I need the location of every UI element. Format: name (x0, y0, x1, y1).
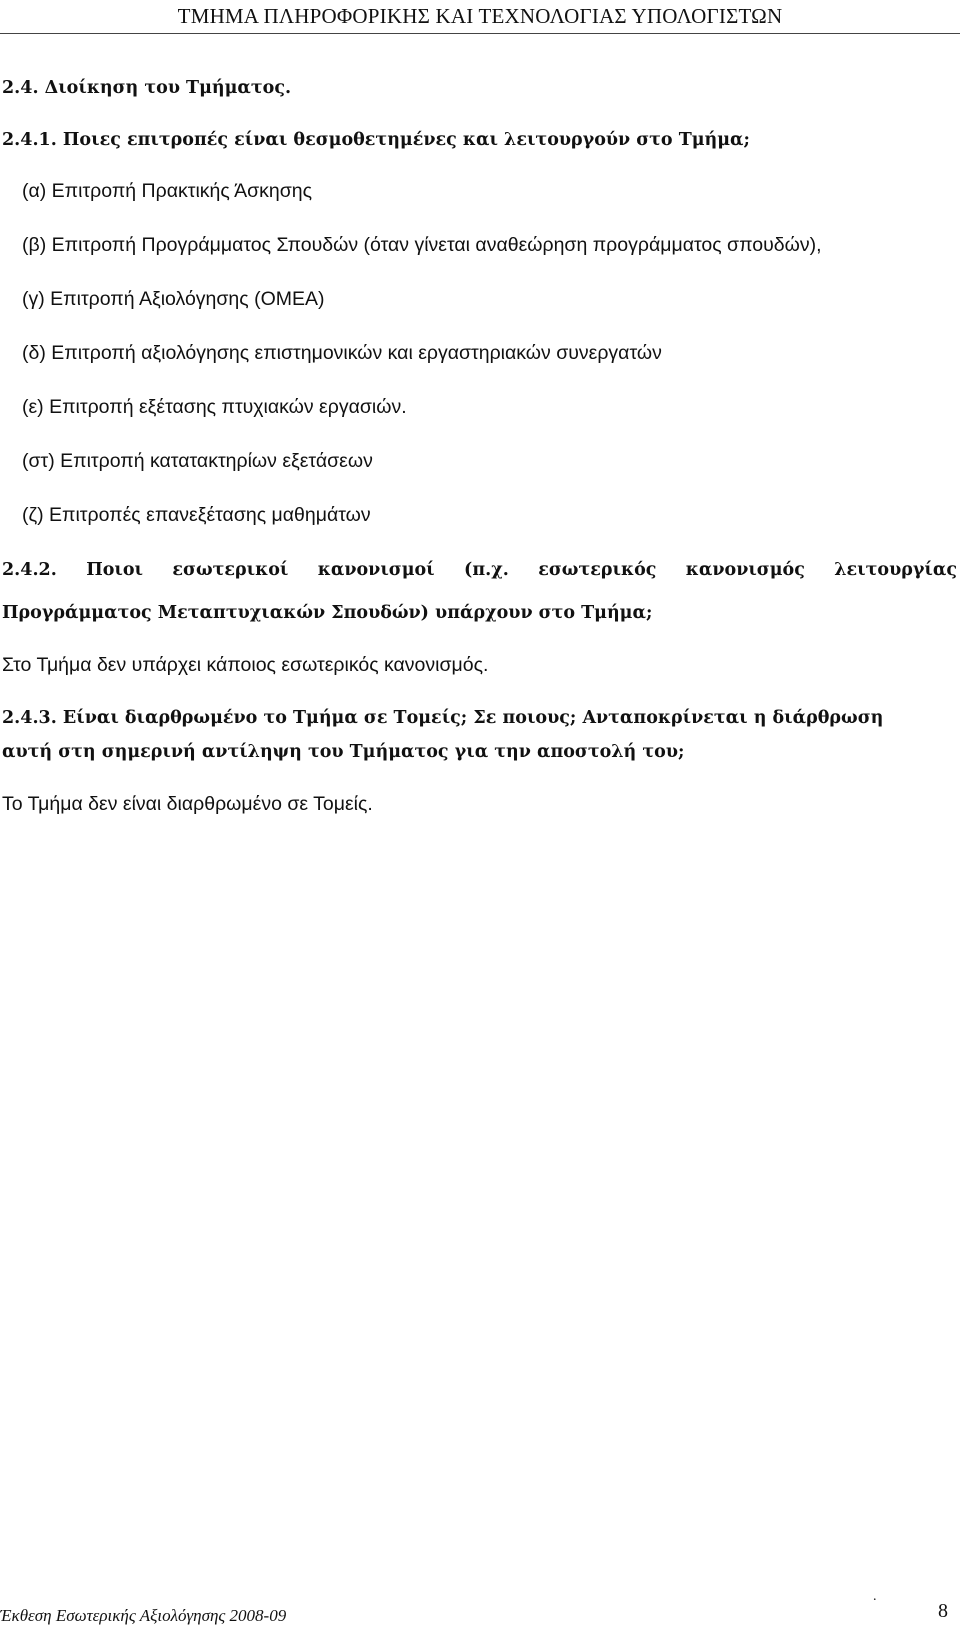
question-word: (π.χ. (464, 560, 509, 580)
committee-item-c: (γ) Επιτροπή Αξιολόγησης (ΟΜΕΑ) (22, 288, 325, 310)
question-2-4-2-line-1 (2, 560, 957, 580)
question-word: 2.4.2. (2, 560, 57, 580)
question-2-4-3-line-2: αυτή στη σημερινή αντίληψη του Τμήματος για την αποστολή του; (2, 742, 685, 762)
question-2-4-1: 2.4.1. Ποιες επιτροπές είναι θεσμοθετημένες και λειτουργούν στο Τμήμα; (2, 130, 750, 150)
footer-report-title: Έκθεση Εσωτερικής Αξιολόγησης 2008-09 (0, 1606, 287, 1625)
question-word: κανονισμοί (317, 560, 435, 580)
question-word: Ποιοι (86, 560, 144, 580)
question-word: εσωτερικοί (172, 560, 289, 580)
section-heading: 2.4. Διοίκηση του Τμήματος. (2, 78, 292, 98)
committee-item-b: (β) Επιτροπή Προγράμματος Σπουδών (όταν γίνεται αναθεώρηση προγράμματος σπουδών), (22, 234, 822, 256)
committee-item-e: (ε) Επιτροπή εξέτασης πτυχιακών εργασιών. (22, 396, 407, 418)
question-word: λειτουργίας (834, 560, 957, 580)
page-number: 8 (938, 1600, 948, 1622)
committee-item-a: (α) Επιτροπή Πρακτικής Άσκησης (22, 180, 313, 202)
committee-item-d: (δ) Επιτροπή αξιολόγησης επιστημονικών και εργαστηριακών συνεργατών (22, 342, 662, 364)
answer-2-4-3: Το Τμήμα δεν είναι διαρθρωμένο σε Τομείς. (2, 793, 373, 815)
question-2-4-2-line-2: Προγράμματος Μεταπτυχιακών Σπουδών) υπάρχουν στο Τμήμα; (2, 603, 653, 623)
question-word: εσωτερικός (538, 560, 657, 580)
page-header: ΤΜΗΜΑ ΠΛΗΡΟΦΟΡΙΚΗΣ ΚΑΙ ΤΕΧΝΟΛΟΓΙΑΣ ΥΠΟΛΟΓΙΣΤΩΝ (177, 4, 783, 28)
question-2-4-3-line-1: 2.4.3. Είναι διαρθρωμένο το Τμήμα σε Τομείς; Σε ποιους; Ανταποκρίνεται η διάρθρωση (2, 708, 884, 728)
question-word: κανονισμός (685, 560, 805, 580)
answer-2-4-2: Στο Τμήμα δεν υπάρχει κάποιος εσωτερικός κανονισμός. (2, 654, 489, 676)
committee-item-f: (στ) Επιτροπή κατατακτηρίων εξετάσεων (22, 450, 373, 472)
committee-item-g: (ζ) Επιτροπές επανεξέτασης μαθημάτων (22, 504, 371, 526)
header-divider (0, 33, 960, 34)
footer-dot: . (873, 1589, 877, 1604)
